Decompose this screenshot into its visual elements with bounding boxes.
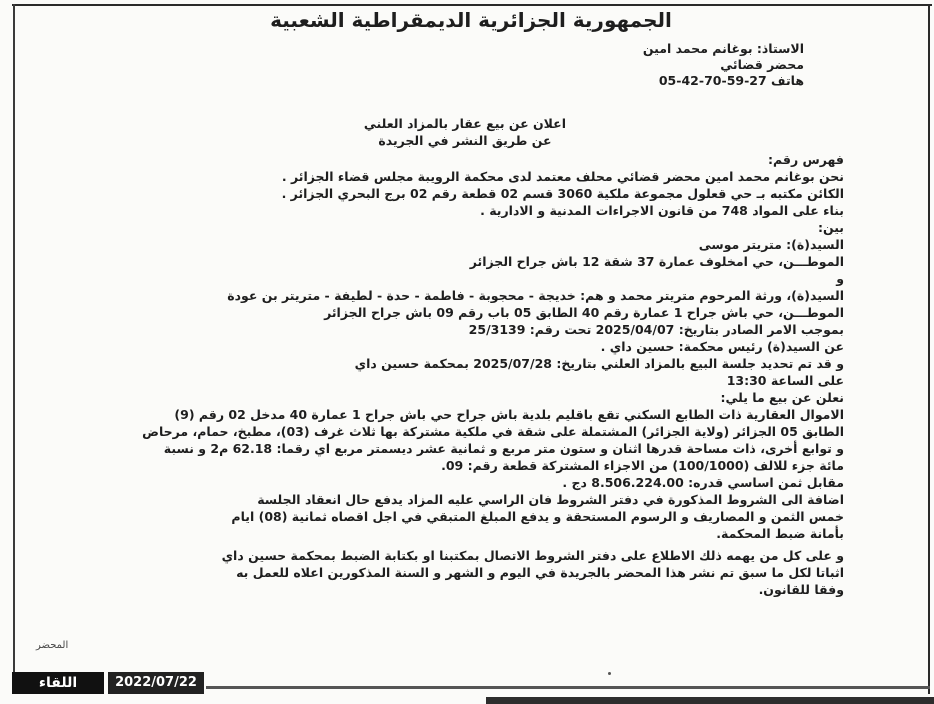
page-edge [486,697,934,704]
property-line: و توابع أخرى، ذات مساحة قدرها اثنان و ستون متر مربع و ثمانية عشر ديسمتر مربع اي رقما: 62.18 م2 و نسبة [163,441,844,456]
publication-date: 2022/07/22 [108,672,204,694]
auction-time: على الساعة 13:30 [726,373,844,388]
lawyer-title: محضر قضائي [720,57,804,72]
print-speck [608,672,611,675]
announcement-title [364,116,566,150]
republic-headline: الجمهورية الجزائرية الديمقراطية الشعبية [270,8,672,32]
body-line: نحن بوغانم محمد امين محضر قضائي محلف معتمد لدى محكمة الرويبة مجلس قضاء الجزائر . [281,169,844,184]
newspaper-name: اللقاء [12,672,104,694]
newspaper-footer [12,672,204,694]
signature-label: المحضر [36,640,69,651]
terms-line: اضافة الى الشروط المذكورة في دفتر الشروط فان الراسي عليه المزاد يدفع حال انعقاد الجلسة [257,492,844,507]
body-line: بناء على المواد 748 من قانون الاجراءات المدنية و الادارية . [480,203,844,218]
left-border [13,4,15,676]
between-label: بين: [817,220,844,235]
bottom-border [206,686,930,689]
announcement-title-line1: اعلان عن بيع عقار بالمزاد العلني [363,116,566,131]
closing-line: وفقا للقانون. [758,582,844,597]
lawyer-phone: هاتف 27-59-70-42-05 [658,73,804,88]
terms-line: بأمانة ضبط المحكمة. [716,526,844,541]
property-line: مائة جزء للالف (100/1000) من الاجزاء المشتركة قطعة رقم: 09. [441,458,844,473]
party-two-address: الموطـــن، حي باش جراح 1 عمارة رقم 40 الطابق 05 باب رقم 09 باش جراح الجزائر [324,305,844,320]
terms-line: خمس الثمن و المصاريف و الرسوم المستحقة و يدفع المبلغ المتبقي في اجل اقصاه ثمانية (08) ايام [231,509,844,524]
index-number: فهرس رقم: [768,152,844,167]
property-line: الاموال العقارية ذات الطابع السكني تقع باقليم بلدية باش جراح حي باش جراح 1 عمارة 40 مدخل 02 رقم (9) [174,407,844,422]
base-price: مقابل ثمن اساسي قدره: 8.506.224.00 دج . [562,475,844,490]
closing-line: اثباتا لكل ما سبق تم نشر هذا المحضر بالجريدة في اليوم و الشهر و السنة المذكورين اعلاه للعمل به [236,565,844,580]
announcement-body [142,152,844,599]
announcement-title-line2: عن طريق النشر في الجريدة [378,133,552,148]
body-line: الكائن مكتبه بـ حي قعلول مجموعة ملكية 3060 قسم 02 قطعة رقم 02 برج البحري الجزائر . [281,186,844,201]
court-president: عن السيد(ة) رئيس محكمة: حسين داي . [600,339,844,354]
party-one-name: السيد(ة): متريتر موسى [698,237,844,252]
party-two-names: السيد(ة)، ورثة المرحوم متريتر محمد و هم: خديجة - محجوبة - فاطمة - حدة - لطيفة - متريتر بن عودة [227,288,844,303]
party-one-address: الموطـــن، حي امخلوف عمارة 37 شقة 12 باش جراح الجزائر [469,254,844,269]
property-line: الطابق 05 الجزائر (ولاية الجزائر) المشتملة على شقة في ملكية مشتركة بها ثلاث غرف (03)، مطبخ، حمام، مرحاض [142,424,844,439]
lawyer-header [643,41,804,89]
right-border [928,4,930,694]
auction-date: و قد تم تحديد جلسة البيع بالمزاد العلني بتاريخ: 2025/07/28 بمحكمة حسين داي [354,356,844,371]
closing-line: و على كل من يهمه ذلك الاطلاع على دفتر الشروط الاتصال بمكتبنا او بكتابة الضبط بمحكمة حسين داي [221,548,844,563]
sale-intro: نعلن عن بيع ما يلي: [720,390,844,405]
court-order: بموجب الامر الصادر بتاريخ: 2025/04/07 تحت رقم: 25/3139 [468,322,844,337]
and-label: و [836,271,844,286]
lawyer-name: الاستاذ: بوغانم محمد امين [642,41,804,56]
